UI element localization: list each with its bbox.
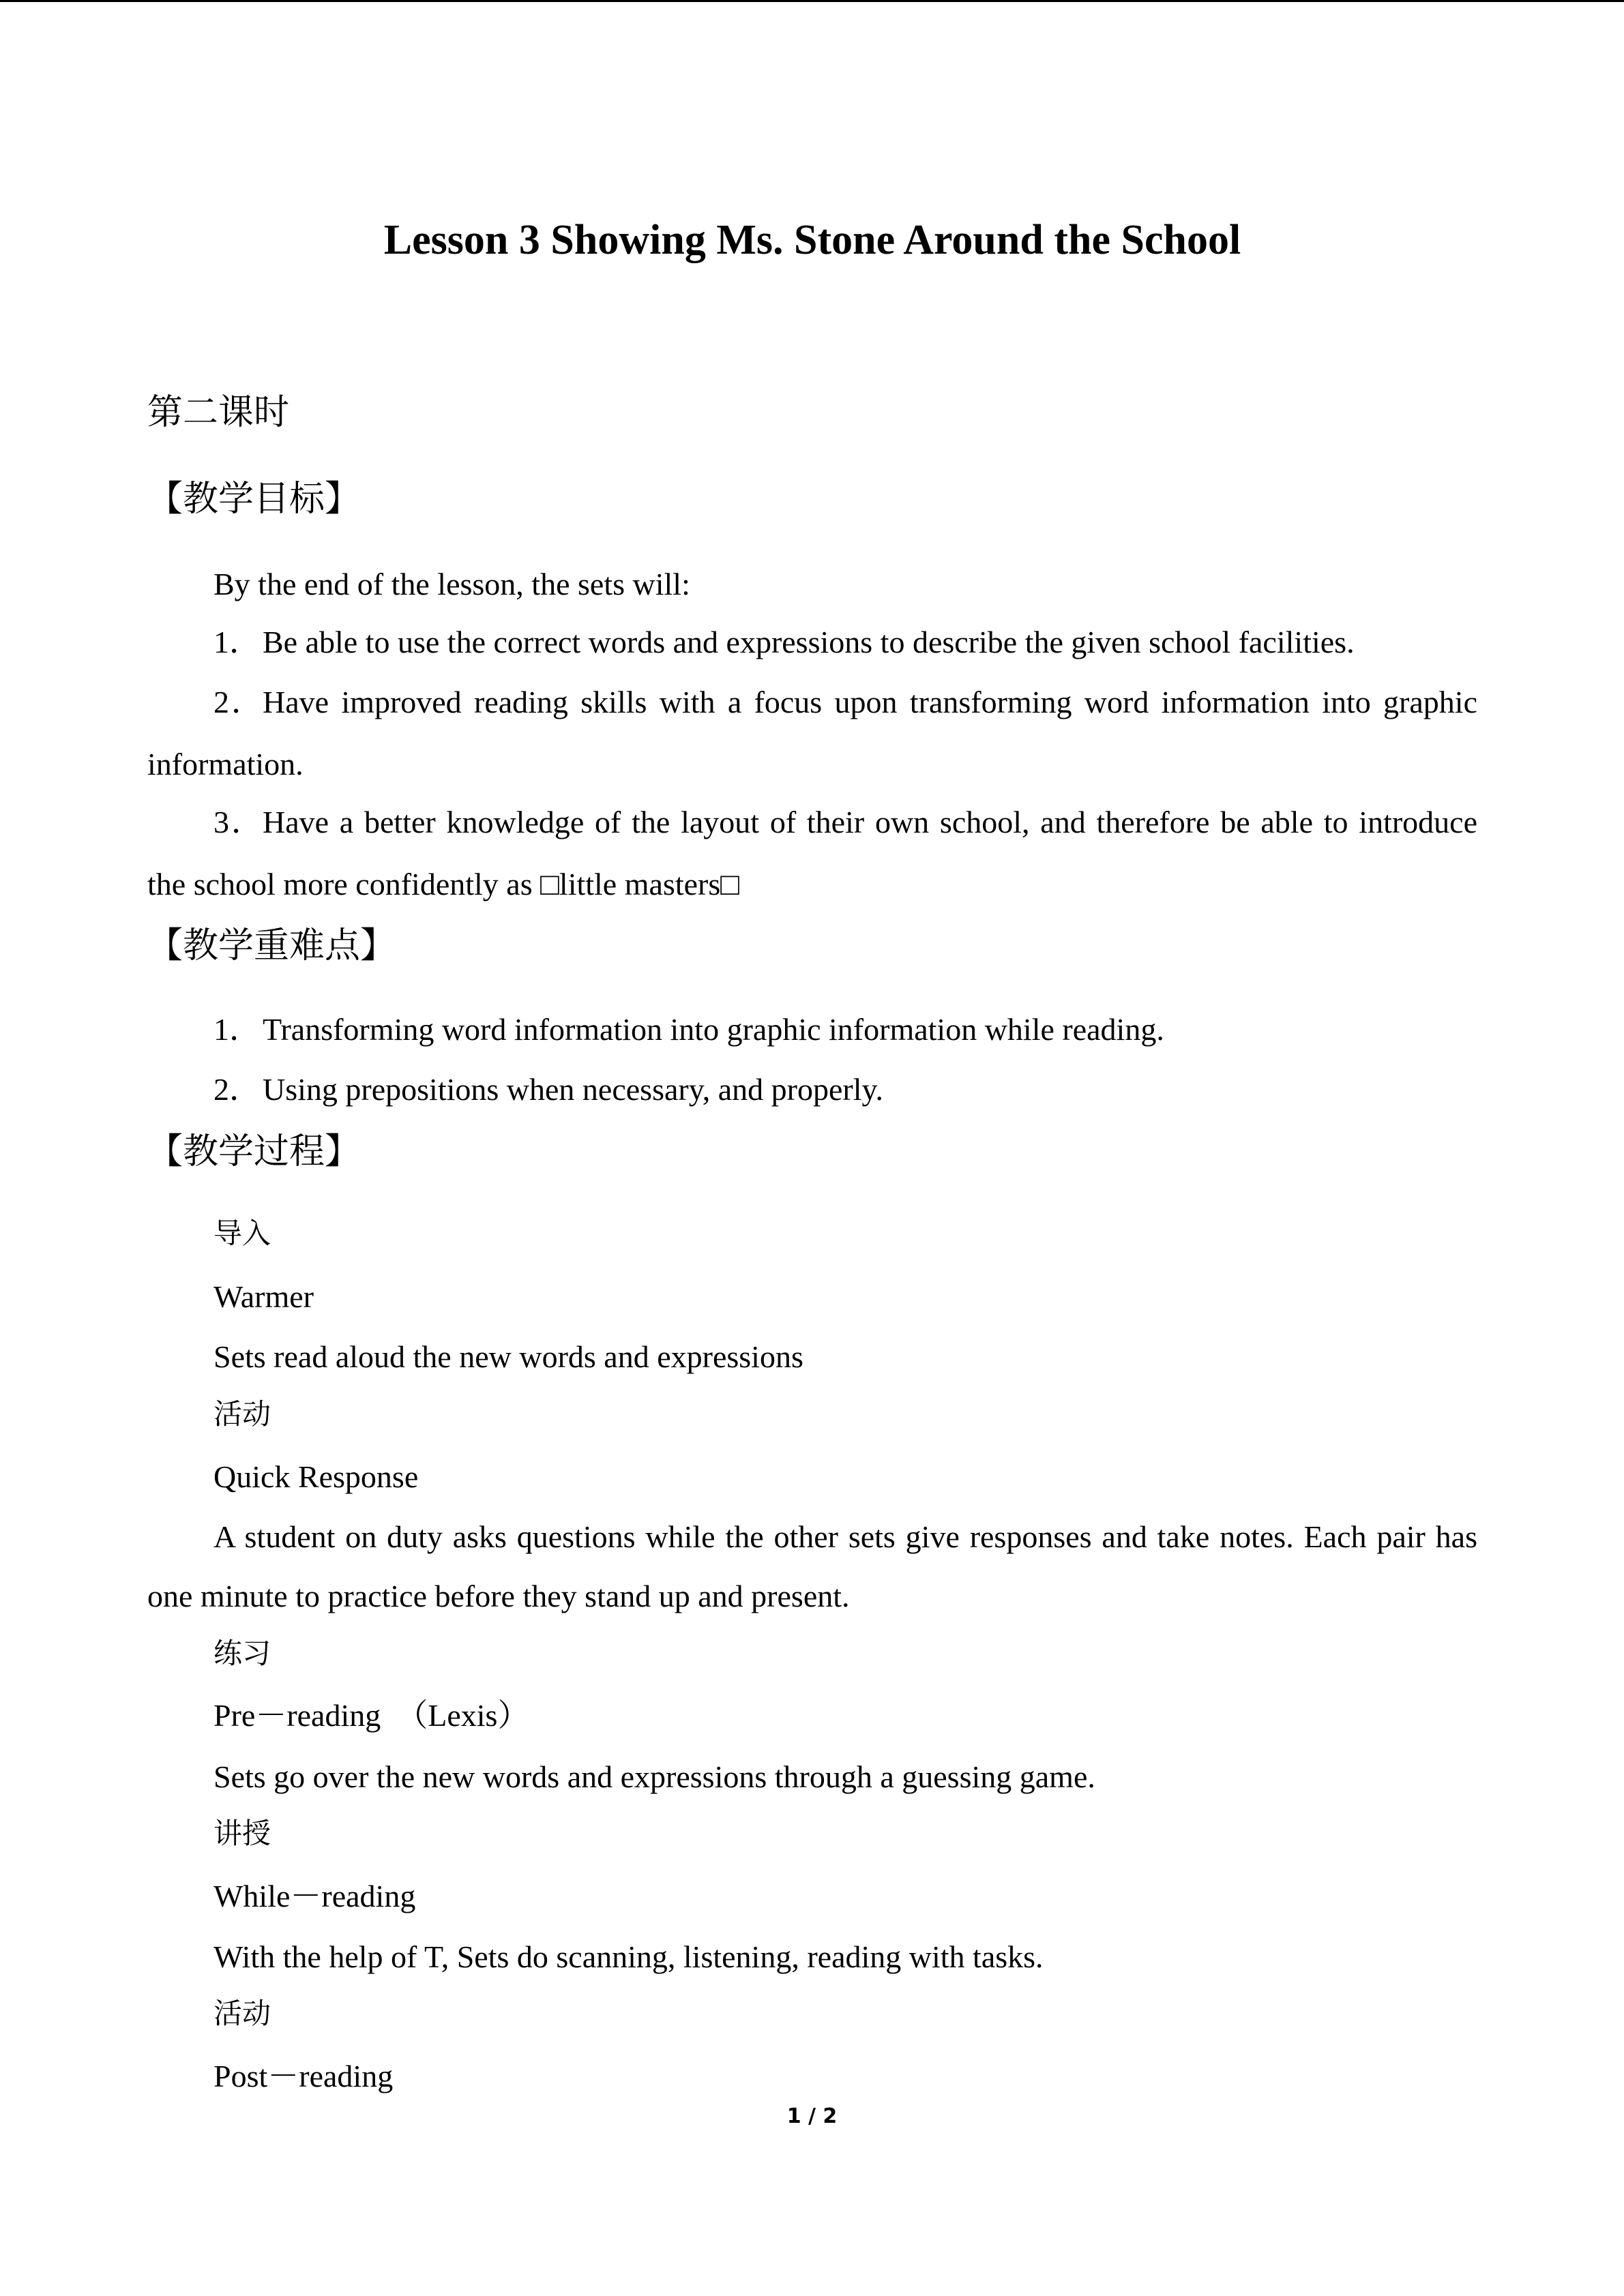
objective-1-number: 1． (213, 625, 261, 659)
objectives-intro: By the end of the lesson, the sets will: (213, 567, 690, 601)
objective-3-number: 3． (213, 805, 263, 839)
process-warmer-desc: Sets read aloud the new words and expressions (213, 1339, 803, 1374)
objective-item-3-line-1 (213, 802, 1477, 843)
process-stage-teaching: 讲授 (213, 1817, 271, 1850)
objective-item-2-line-1 (213, 682, 1477, 723)
objective-3-text-line-2: the school more confidently as □little masters□ (147, 867, 740, 901)
process-while-reading: While－reading (213, 1879, 416, 1913)
key-point-item-2 (213, 1069, 883, 1110)
key-point-2-number: 2． (213, 1072, 261, 1107)
process-stage-activity-2: 活动 (213, 1997, 271, 2030)
document-title: Lesson 3 Showing Ms. Stone Around the School (383, 217, 1241, 263)
objectives-heading: 【教学目标】 (147, 479, 361, 520)
process-stage-activity-1: 活动 (213, 1397, 271, 1431)
process-pre-reading: Pre－reading （Lexis） (213, 1698, 529, 1733)
objective-1-text: Be able to use the correct words and expressions to describe the given school facilities. (263, 625, 1355, 659)
process-while-reading-desc: With the help of T, Sets do scanning, listening, reading with tasks. (213, 1939, 1044, 1974)
process-heading: 【教学过程】 (147, 1131, 361, 1172)
process-stage-practice: 练习 (213, 1637, 271, 1670)
process-pre-reading-desc: Sets go over the new words and expressions through a guessing game. (213, 1759, 1095, 1794)
key-point-item-1 (213, 1009, 1164, 1050)
key-point-1-text: Transforming word information into graphic information while reading. (263, 1012, 1164, 1047)
objective-3-text-line-1: Have a better knowledge of the layout of their own school, and therefore be able to introduce (263, 805, 1477, 839)
process-quick-response-desc-line-2: one minute to practice before they stand up and present. (147, 1579, 850, 1613)
process-quick-response: Quick Response (213, 1459, 419, 1494)
objective-item-1 (213, 622, 1355, 663)
key-points-heading: 【教学重难点】 (147, 925, 396, 966)
process-post-reading: Post－reading (213, 2059, 394, 2093)
key-point-1-number: 1． (213, 1012, 261, 1047)
process-stage-intro: 导入 (213, 1217, 271, 1250)
process-quick-response-desc-line-1: A student on duty asks questions while the other sets give responses and take notes. Each pair has (213, 1519, 1477, 1554)
objective-2-text-line-1: Have improved reading skills with a focus upon transforming word information into graphic (263, 685, 1477, 719)
objective-2-text-line-2: information. (147, 747, 304, 781)
process-warmer: Warmer (213, 1279, 314, 1314)
top-border-line (0, 0, 1624, 2)
key-point-2-text: Using prepositions when necessary, and properly. (263, 1072, 883, 1107)
objective-2-number: 2． (213, 685, 263, 719)
page-number: 1 / 2 (786, 2104, 838, 2128)
period-label: 第二课时 (147, 392, 290, 433)
